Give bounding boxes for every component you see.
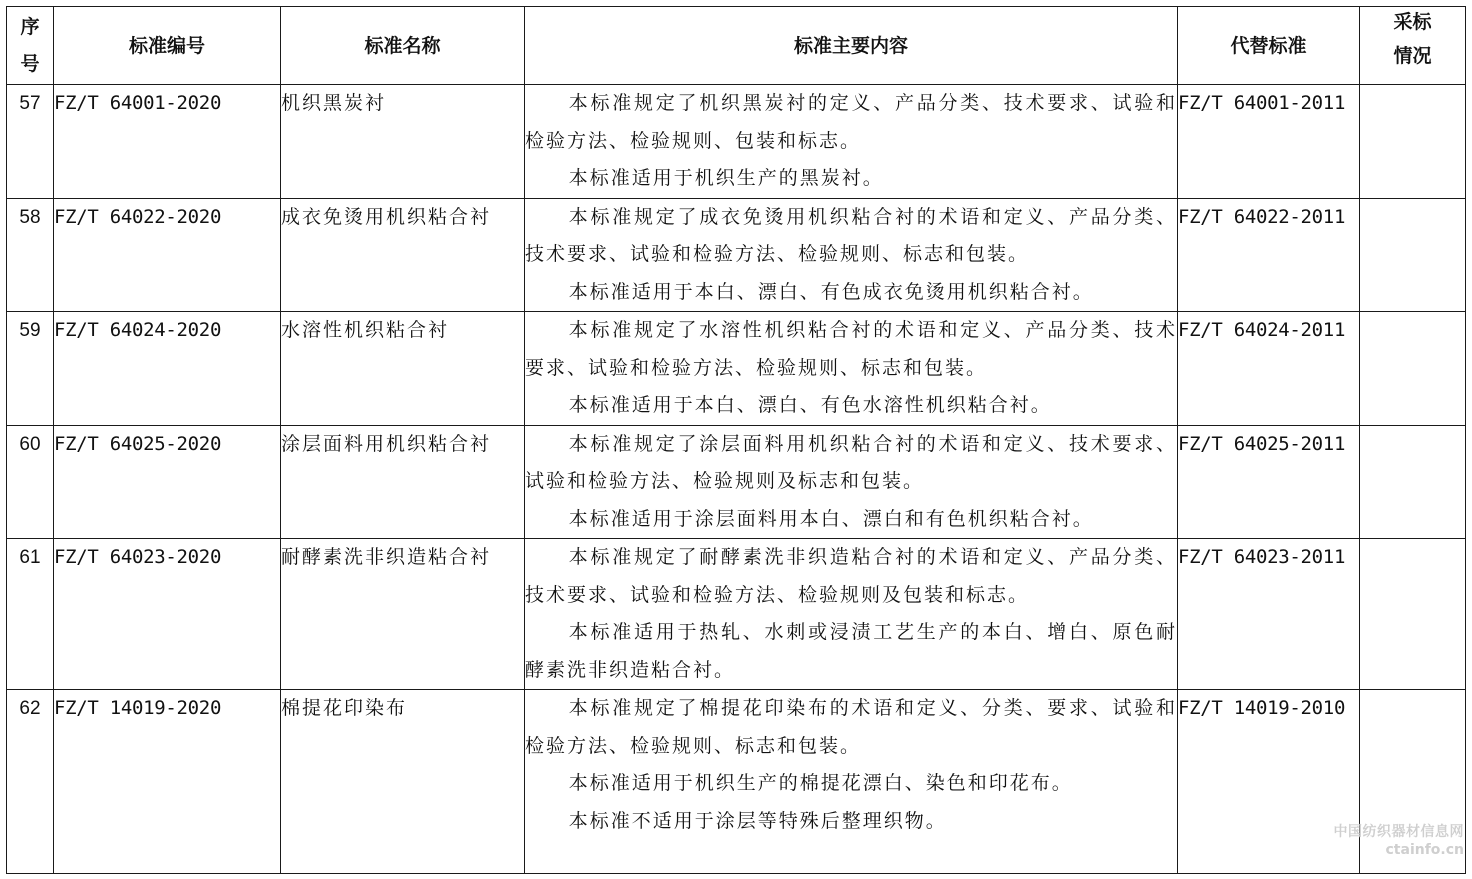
header-seq <box>7 7 54 85</box>
row-code: FZ/T 64022-2020 <box>54 198 281 312</box>
content-paragraph: 本标准不适用于涂层等特殊后整理织物。 <box>568 809 947 832</box>
site-watermark <box>1334 823 1465 859</box>
header-replaced: 代替标准 <box>1178 7 1360 85</box>
row-adoption <box>1360 198 1466 312</box>
row-replaced: FZ/T 64025-2011 <box>1178 425 1360 539</box>
content-paragraph: 本标准适用于热轧、水刺或浸渍工艺生产的本白、增白、原色耐酵素洗非织造粘合衬。 <box>525 621 1177 681</box>
row-replaced: FZ/T 14019-2010 <box>1178 690 1360 874</box>
row-content <box>525 85 1178 199</box>
row-content <box>525 425 1178 539</box>
table-row <box>7 425 1466 539</box>
row-code: FZ/T 64024-2020 <box>54 312 281 426</box>
row-content <box>525 539 1178 690</box>
standards-table-sheet <box>6 6 1466 874</box>
header-adoption <box>1360 7 1466 85</box>
table-row <box>7 312 1466 426</box>
header-adoption-line2: 情况 <box>1393 45 1432 67</box>
row-name: 机织黑炭衬 <box>281 85 525 199</box>
row-code: FZ/T 14019-2020 <box>54 690 281 874</box>
content-paragraph: 本标准适用于本白、漂白、有色成衣免烫用机织粘合衬。 <box>568 280 1094 303</box>
header-name: 标准名称 <box>281 7 525 85</box>
row-adoption <box>1360 85 1466 199</box>
content-paragraph: 本标准规定了成衣免烫用机织粘合衬的术语和定义、产品分类、技术要求、试验和检验方法、检验规则、标志和包装。 <box>525 205 1177 265</box>
row-code: FZ/T 64023-2020 <box>54 539 281 690</box>
watermark-site-name: 中国纺织器材信息网 <box>1333 824 1464 840</box>
row-content <box>525 312 1178 426</box>
content-paragraph: 本标准规定了机织黑炭衬的定义、产品分类、技术要求、试验和检验方法、检验规则、包装和标志。 <box>525 92 1177 152</box>
content-paragraph: 本标准规定了耐酵素洗非织造粘合衬的术语和定义、产品分类、技术要求、试验和检验方法、检验规则及包装和标志。 <box>525 546 1177 606</box>
row-code: FZ/T 64025-2020 <box>54 425 281 539</box>
row-adoption <box>1360 312 1466 426</box>
content-paragraph: 本标准适用于涂层面料用本白、漂白和有色机织粘合衬。 <box>568 507 1094 530</box>
row-content <box>525 690 1178 874</box>
table-row <box>7 539 1466 690</box>
row-content <box>525 198 1178 312</box>
header-adoption-line1: 采标 <box>1393 11 1432 33</box>
row-seq: 57 <box>7 85 54 199</box>
row-replaced: FZ/T 64024-2011 <box>1178 312 1360 426</box>
table-row <box>7 690 1466 874</box>
table-row <box>7 198 1466 312</box>
row-code: FZ/T 64001-2020 <box>54 85 281 199</box>
row-name: 棉提花印染布 <box>281 690 525 874</box>
row-replaced: FZ/T 64001-2011 <box>1178 85 1360 199</box>
header-code: 标准编号 <box>54 7 281 85</box>
content-paragraph: 本标准规定了棉提花印染布的术语和定义、分类、要求、试验和检验方法、检验规则、标志和包装。 <box>525 697 1177 757</box>
table-header-row <box>7 7 1466 85</box>
content-paragraph: 本标准规定了水溶性机织粘合衬的术语和定义、产品分类、技术要求、试验和检验方法、检验规则、标志和包装。 <box>525 319 1177 379</box>
content-paragraph: 本标准适用于本白、漂白、有色水溶性机织粘合衬。 <box>568 394 1052 416</box>
row-replaced: FZ/T 64023-2011 <box>1178 539 1360 690</box>
header-seq-line2: 号 <box>20 52 40 75</box>
row-adoption <box>1360 539 1466 690</box>
header-content: 标准主要内容 <box>525 7 1178 85</box>
row-name: 水溶性机织粘合衬 <box>281 312 525 426</box>
watermark-domain: ctainfo.cn <box>1385 842 1464 858</box>
row-seq: 58 <box>7 198 54 312</box>
header-seq-line1: 序 <box>20 15 40 38</box>
row-adoption <box>1360 425 1466 539</box>
table-row <box>7 85 1466 199</box>
row-seq: 61 <box>7 539 54 690</box>
standards-table <box>6 6 1466 874</box>
row-replaced: FZ/T 64022-2011 <box>1178 198 1360 312</box>
row-name: 涂层面料用机织粘合衬 <box>281 425 525 539</box>
row-seq: 62 <box>7 690 54 874</box>
row-seq: 59 <box>7 312 54 426</box>
row-name: 成衣免烫用机织粘合衬 <box>281 198 525 312</box>
row-seq: 60 <box>7 425 54 539</box>
row-name: 耐酵素洗非织造粘合衬 <box>281 539 525 690</box>
content-paragraph: 本标准规定了涂层面料用机织粘合衬的术语和定义、技术要求、试验和检验方法、检验规则及标志和包装。 <box>525 432 1177 492</box>
content-paragraph: 本标准适用于机织生产的棉提花漂白、染色和印花布。 <box>568 772 1073 794</box>
content-paragraph: 本标准适用于机织生产的黑炭衬。 <box>568 167 884 189</box>
